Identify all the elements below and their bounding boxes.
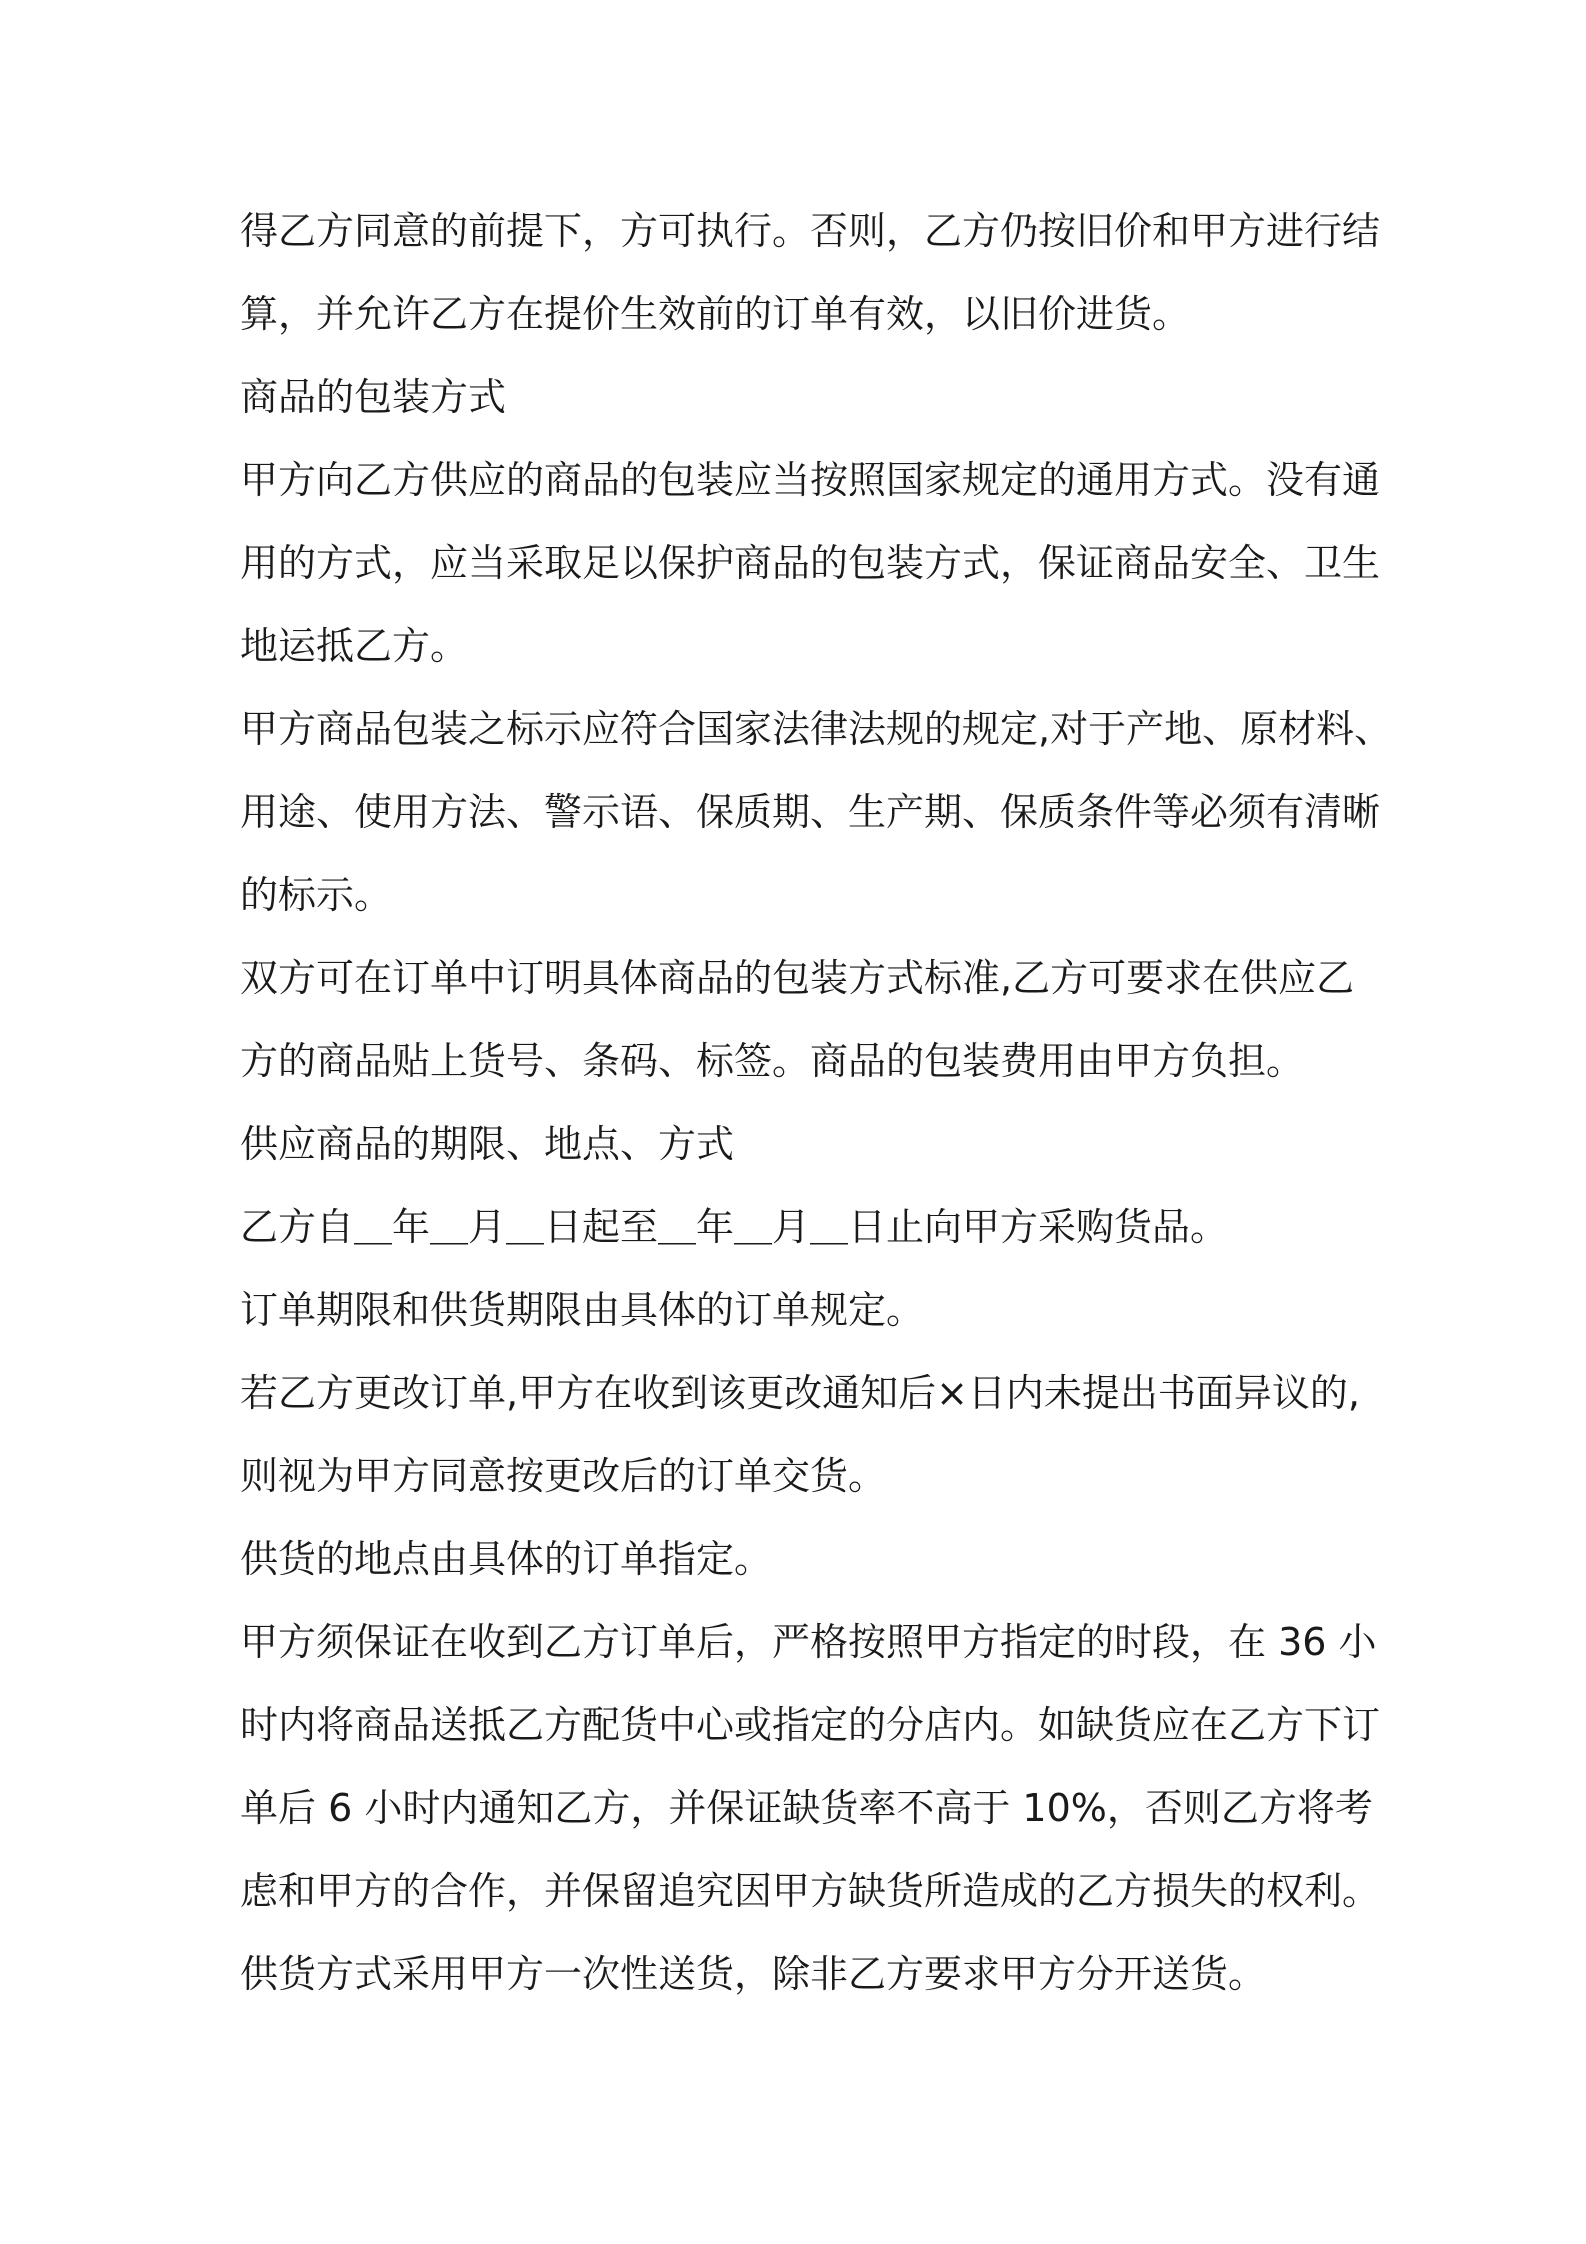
text-line: 乙方自＿年＿月＿日起至＿年＿月＿日止向甲方采购货品。: [240, 1205, 1229, 1249]
text-line: 供货方式采用甲方一次性送货，除非乙方要求甲方分开送货。: [240, 1952, 1267, 1996]
text-line: 算，并允许乙方在提价生效前的订单有效，以旧价进货。: [240, 292, 1191, 336]
text-line: 地运抵乙方。: [240, 624, 469, 668]
text-line: 单后 6 小时内通知乙方，并保证缺货率不高于 10%，否则乙方将考: [240, 1786, 1373, 1830]
text-line: 得乙方同意的前提下，方可执行。否则，乙方仍按旧价和甲方进行结: [240, 209, 1381, 253]
text-line: 用的方式，应当采取足以保护商品的包装方式，保证商品安全、卫生: [240, 541, 1381, 585]
text-line: 甲方须保证在收到乙方订单后，严格按照甲方指定的时段，在 36 小: [240, 1620, 1377, 1664]
text-line: 若乙方更改订单,甲方在收到该更改通知后×日内未提出书面异议的,: [240, 1371, 1361, 1415]
text-line: 甲方商品包装之标示应符合国家法律法规的规定,对于产地、原材料、: [240, 707, 1393, 751]
section-heading: 商品的包装方式: [240, 375, 507, 419]
text-line: 订单期限和供货期限由具体的订单规定。: [240, 1288, 925, 1332]
text-line: 用途、使用方法、警示语、保质期、生产期、保质条件等必须有清晰: [240, 790, 1381, 834]
text-line: 方的商品贴上货号、条码、标签。商品的包装费用由甲方负担。: [240, 1039, 1305, 1083]
text-line: 供货的地点由具体的订单指定。: [240, 1537, 773, 1581]
text-line: 双方可在订单中订明具体商品的包装方式标准,乙方可要求在供应乙: [240, 956, 1355, 1000]
text-line: 虑和甲方的合作，并保留追究因甲方缺货所造成的乙方损失的权利。: [240, 1869, 1381, 1913]
document-body: [240, 190, 1393, 2016]
text-line: 的标示。: [240, 873, 393, 917]
text-line: 甲方向乙方供应的商品的包装应当按照国家规定的通用方式。没有通: [240, 458, 1381, 502]
text-line: 则视为甲方同意按更改后的订单交货。: [240, 1454, 887, 1498]
section-heading: 供应商品的期限、地点、方式: [240, 1122, 735, 1166]
text-line: 时内将商品送抵乙方配货中心或指定的分店内。如缺货应在乙方下订: [240, 1703, 1381, 1747]
